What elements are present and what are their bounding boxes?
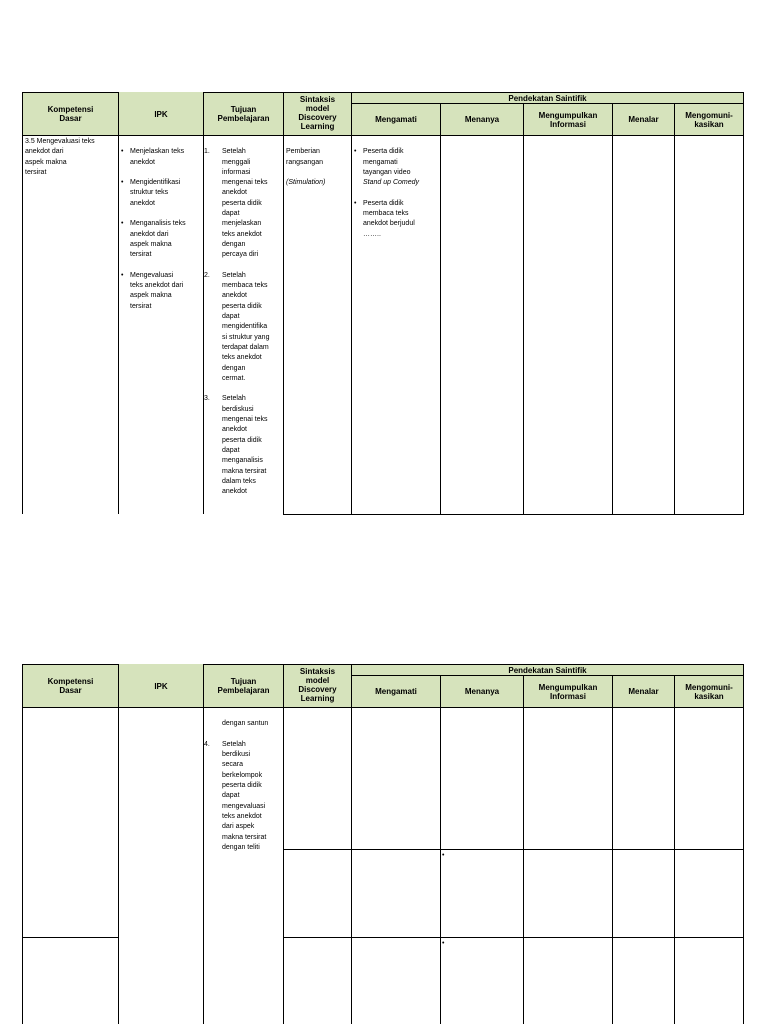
tujuan-item: 4. Setelah berdikusi secara berkelompok peserta didik dapat mengevaluasi teks anekdot dari aspek makna tersirat dengan teliti (204, 740, 267, 851)
header-menanya: Menanya (464, 115, 500, 124)
header-menalar: Menalar (628, 115, 659, 124)
header-mengumpulkan-informasi: Mengumpulkan Informasi (538, 682, 598, 701)
kd-text: 3.5 Mengevaluasi teks anekdot dari aspek makna tersirat (25, 138, 95, 176)
mengamati-item: • Peserta didik mengamati tayangan video Stand up Comedy (354, 148, 420, 187)
header-tujuan-pembelajaran: Tujuan Pembelajaran (217, 105, 270, 123)
header-ipk: IPK (154, 109, 168, 119)
header-mengomunikasikan: Mengomuni- kasikan (685, 110, 733, 129)
ipk-item: • Menjelaskan teks anekdot (121, 148, 185, 166)
mengamati-list (353, 137, 439, 250)
header-ipk: IPK (154, 681, 168, 691)
menanya-bullet: • (442, 940, 445, 947)
header-mengamati: Mengamati (375, 115, 417, 124)
header-sintaksis: Sintaksis model Discovery Learning (298, 94, 337, 131)
header-tujuan-pembelajaran: Tujuan Pembelajaran (217, 677, 270, 695)
tujuan-list-continued (204, 709, 282, 863)
sintaksis-text: Pemberian rangsangan (Stimulation) (286, 148, 326, 187)
tujuan-item: 3. Setelah berdiskusi mengenai teks anekdot peserta didik dapat menganalisis makna tersirat dalam teks anekdot (204, 395, 268, 496)
mengamati-item: • Peserta didik membaca teks anekdot berjudul …….. (354, 199, 415, 238)
tujuan-item: 1. Setelah menggali informasi mengenai teks anekdot peserta didik dapat menjelaskan teks anekdot dengan percaya diri (204, 148, 268, 259)
header-mengumpulkan-informasi: Mengumpulkan Informasi (538, 110, 598, 129)
tujuan-continuation: dengan santun (222, 720, 269, 728)
header-sintaksis: Sintaksis model Discovery Learning (298, 666, 337, 703)
ipk-item: • Mengidentifikasi struktur teks anekdot (121, 179, 181, 207)
header-mengamati: Mengamati (375, 687, 417, 696)
header-menalar: Menalar (628, 687, 659, 696)
header-menanya: Menanya (464, 687, 500, 696)
ipk-list (120, 137, 202, 322)
ipk-item: • Mengevaluasi teks anekdot dari aspek makna tersirat (121, 271, 184, 310)
header-kompetensi-dasar: Kompetensi Dasar (47, 677, 94, 695)
tujuan-item: 2. Setelah membaca teks anekdot peserta didik dapat mengidentifika si struktur yang terdapat dalam teks anekdot dengan cermat. (204, 271, 270, 382)
tujuan-list (204, 137, 282, 513)
header-pendekatan-saintifik: Pendekatan Saintifik (508, 93, 587, 103)
ipk-item: • Menganalisis teks anekdot dari aspek makna tersirat (121, 220, 186, 259)
header-pendekatan-saintifik: Pendekatan Saintifik (508, 665, 587, 675)
header-kompetensi-dasar: Kompetensi Dasar (47, 105, 94, 123)
header-mengomunikasikan: Mengomuni- kasikan (685, 682, 733, 701)
menanya-bullet: • (442, 852, 445, 859)
